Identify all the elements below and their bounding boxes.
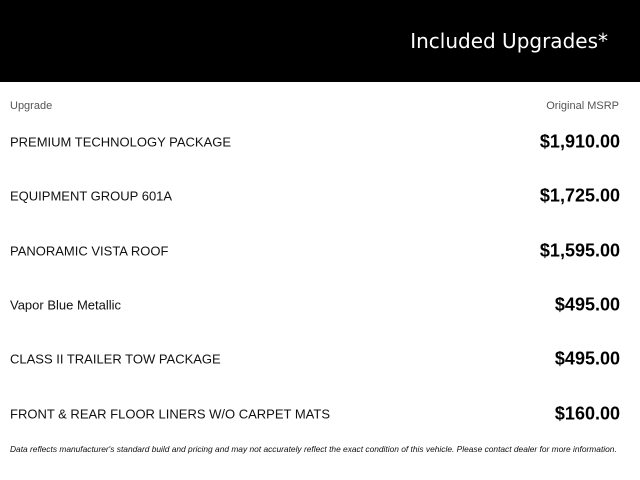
upgrade-row: [10, 236, 620, 266]
column-header-msrp: Original MSRP: [546, 100, 619, 112]
upgrade-name: CLASS II TRAILER TOW PACKAGE: [10, 351, 221, 367]
upgrade-row: [10, 399, 620, 429]
upgrade-price: $160.00: [554, 403, 620, 424]
upgrade-name: Vapor Blue Metallic: [10, 297, 122, 313]
upgrade-name: EQUIPMENT GROUP 601A: [10, 188, 173, 204]
disclaimer-text: Data reflects manufacturer's standard build and pricing and may not accurately reflect the exact condition of this vehicle. Please contact dealer for more information.: [10, 444, 617, 454]
upgrade-price: $495.00: [554, 348, 620, 369]
header-banner: [0, 0, 640, 82]
upgrade-row: [10, 344, 620, 374]
upgrade-name: PREMIUM TECHNOLOGY PACKAGE: [10, 134, 232, 150]
page-title: Included Upgrades*: [410, 29, 608, 53]
upgrade-price: $1,595.00: [539, 240, 620, 261]
upgrade-row: [10, 290, 620, 320]
upgrade-price: $495.00: [554, 294, 620, 315]
upgrade-row: [10, 127, 620, 157]
column-header-upgrade: Upgrade: [10, 100, 53, 112]
upgrade-name: FRONT & REAR FLOOR LINERS W/O CARPET MATS: [10, 406, 330, 422]
upgrade-price: $1,725.00: [539, 185, 620, 206]
upgrade-name: PANORAMIC VISTA ROOF: [10, 243, 169, 259]
upgrade-row: [10, 181, 620, 211]
upgrade-price: $1,910.00: [539, 131, 620, 152]
